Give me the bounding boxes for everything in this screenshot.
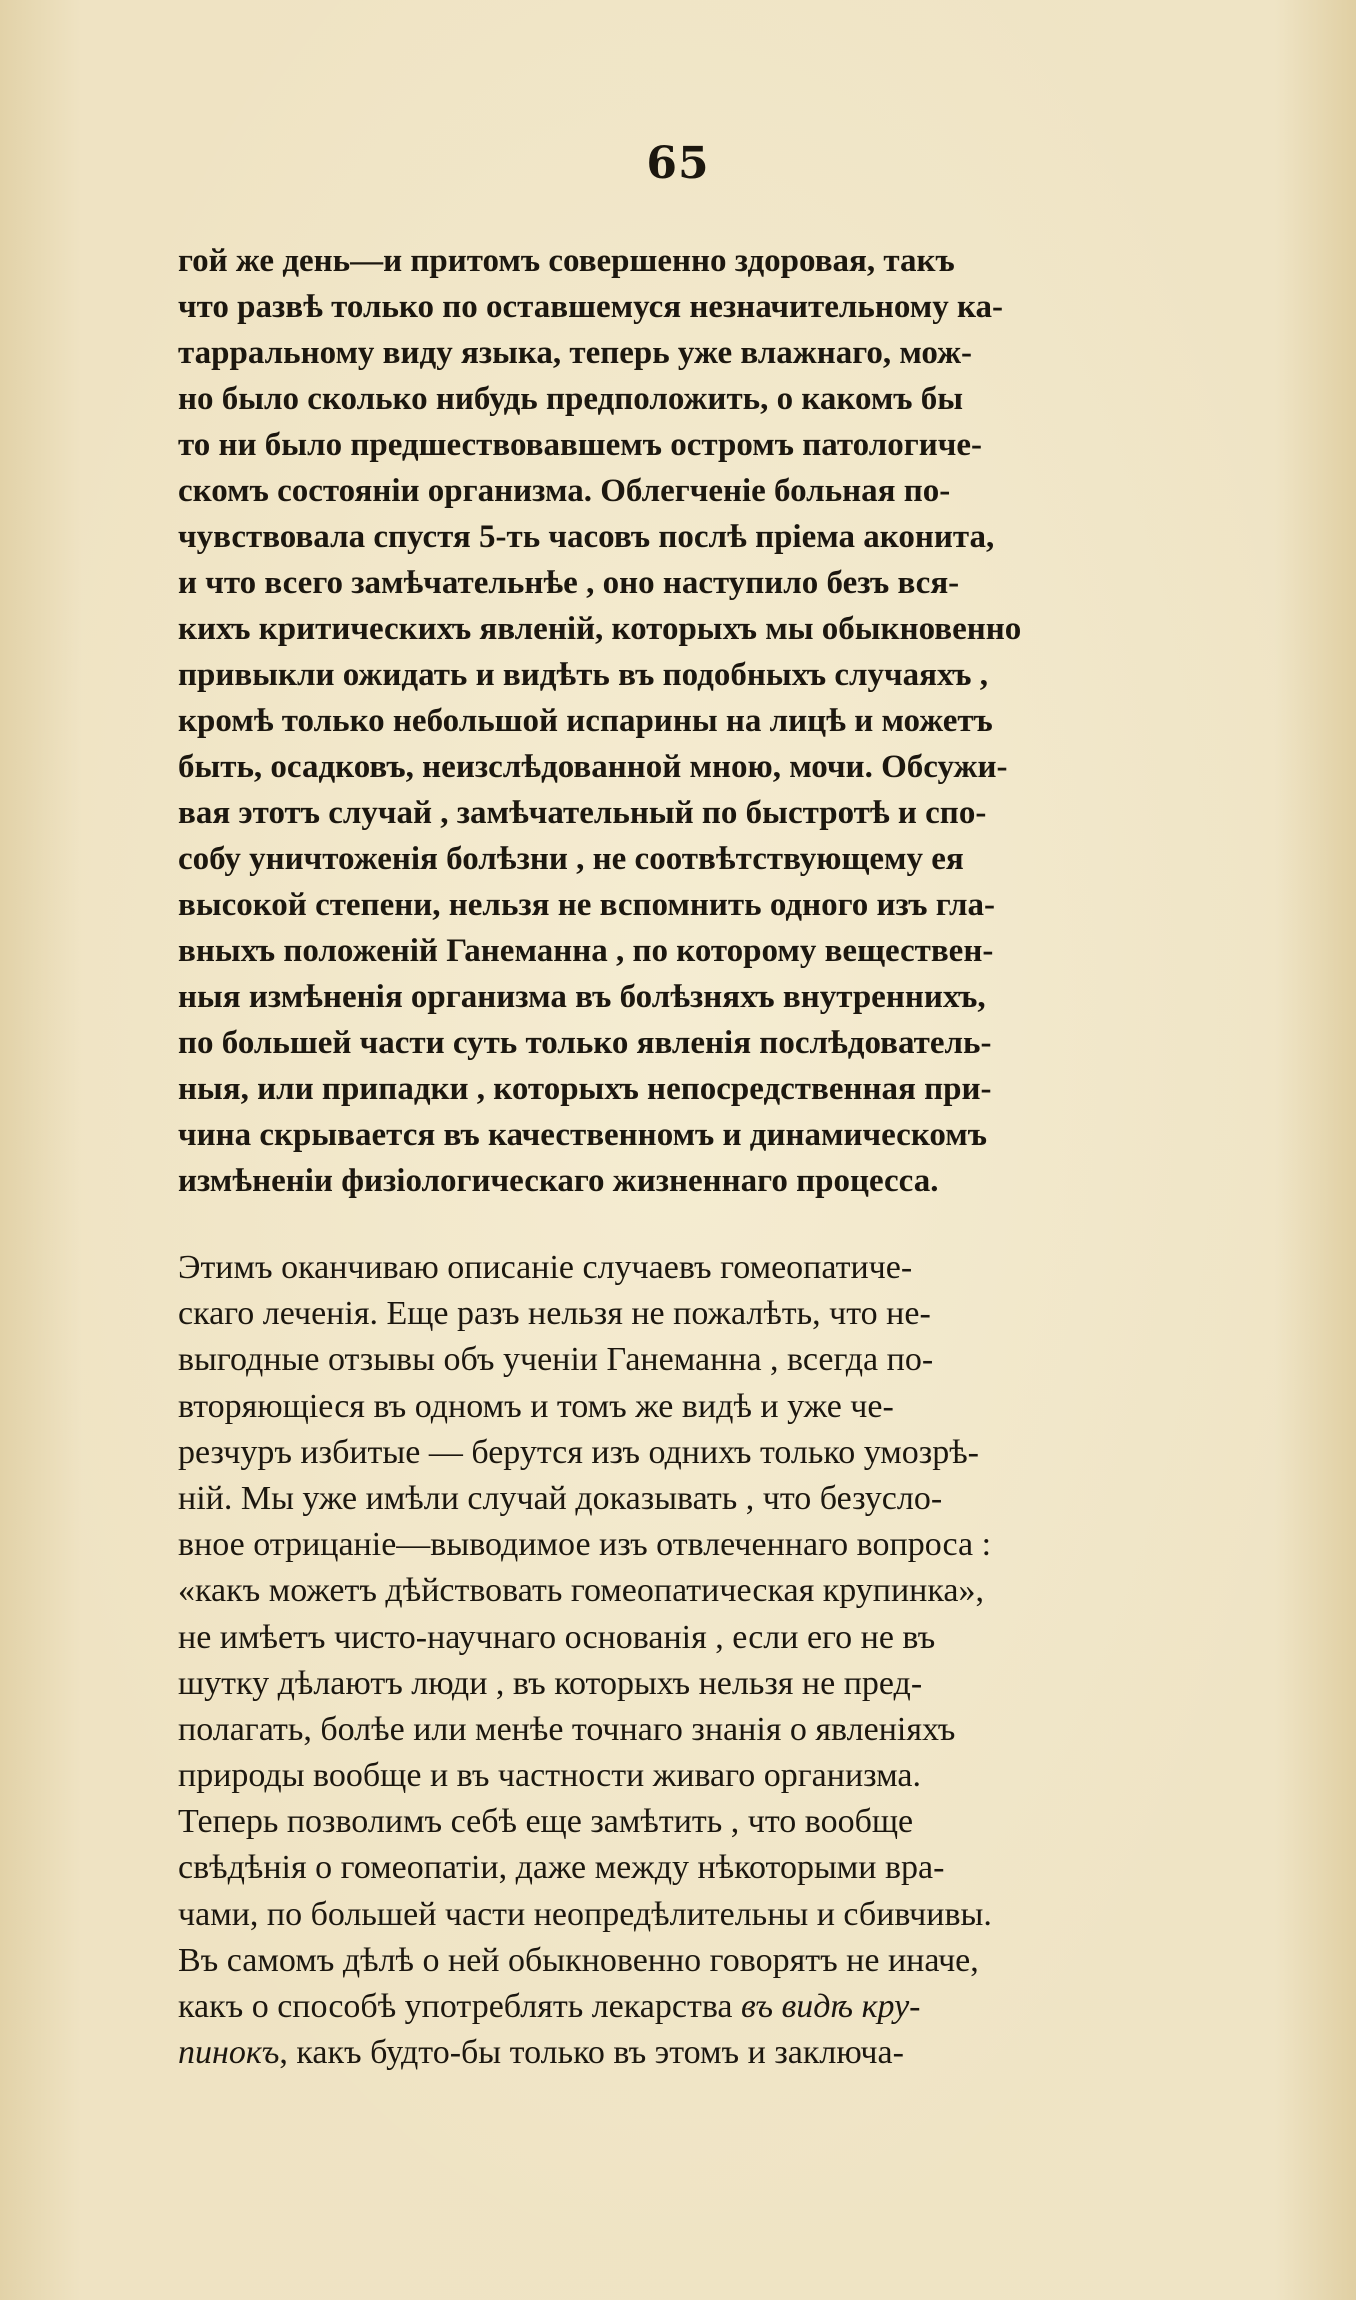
paragraph-homeopathy-remarks bbox=[178, 1245, 1208, 2076]
text-line: не имѣетъ чисто-научнаго основанія , если его не въ bbox=[178, 1618, 936, 1656]
paragraph-case-conclusion bbox=[178, 238, 1208, 1204]
text-line: по большей части суть только явленія послѣдователь- bbox=[178, 1025, 992, 1061]
text-line: тарральному виду языка, теперь уже влажнаго, мож- bbox=[178, 335, 973, 371]
text-line: Теперь позволимъ себѣ еще замѣтить , что вообще bbox=[178, 1803, 914, 1841]
text-line: вторяющіеся въ одномъ и томъ же видѣ и уже че- bbox=[178, 1387, 894, 1425]
text-line: ній. Мы уже имѣли случай доказывать , что безусло- bbox=[178, 1479, 943, 1517]
text-line: но было сколько нибудь предположить, о какомъ бы bbox=[178, 381, 964, 417]
page-number: 65 bbox=[646, 138, 710, 189]
text-line: вая этотъ случай , замѣчательный по быстротѣ и спо- bbox=[178, 795, 987, 831]
text-line: Этимъ оканчиваю описаніе случаевъ гомеопатиче- bbox=[178, 1249, 913, 1286]
text-line: измѣненіи физіологическаго жизненнаго процесса. bbox=[178, 1163, 939, 1199]
text-line: привыкли ожидать и видѣть въ подобныхъ случаяхъ , bbox=[178, 657, 988, 693]
text-line: гой же день—и притомъ совершенно здоровая, такъ bbox=[178, 243, 955, 279]
text-line: скомъ состояніи организма. Облегченіе больная по- bbox=[178, 473, 951, 509]
text-line: то ни было предшествовавшемъ остромъ патологиче- bbox=[178, 427, 982, 463]
italic-phrase: пинокъ bbox=[178, 2034, 280, 2072]
text-line: скаго леченія. Еще разъ нельзя не пожалѣть, что не- bbox=[178, 1295, 931, 1333]
text-segment: какъ о способѣ употреблять лекарства bbox=[178, 1988, 733, 2025]
text-line: чина скрывается въ качественномъ и динамическомъ bbox=[178, 1117, 987, 1153]
text-line: кромѣ только небольшой испарины на лицѣ и можетъ bbox=[178, 703, 993, 739]
text-line: чами, по большей части неопредѣлительны и сбивчивы. bbox=[178, 1895, 992, 1933]
text-line: полагать, болѣе или менѣе точнаго знанія о явленіяхъ bbox=[178, 1710, 956, 1748]
text-line: вныхъ положеній Ганеманна , по которому веществен- bbox=[178, 933, 994, 969]
text-line-mixed bbox=[178, 2030, 1208, 2076]
text-line: кихъ критическихъ явленій, которыхъ мы обыкновенно bbox=[178, 611, 1022, 647]
text-line-mixed bbox=[178, 1984, 1208, 2030]
text-line: и что всего замѣчательнѣе , оно наступило безъ вся- bbox=[178, 565, 960, 601]
text-line: ныя, или припадки , которыхъ непосредственная при- bbox=[178, 1071, 992, 1107]
text-line: природы вообще и въ частности живаго организма. bbox=[178, 1757, 921, 1795]
text-line: высокой степени, нельзя не вспомнить одного изъ гла- bbox=[178, 887, 996, 923]
text-line: быть, осадковъ, неизслѣдованной мною, мочи. Обсужи- bbox=[178, 749, 1008, 785]
text-line: выгодные отзывы объ ученіи Ганеманна , всегда по- bbox=[178, 1341, 934, 1379]
text-segment: , какъ будто-бы только въ этомъ и заключа- bbox=[279, 2034, 904, 2072]
text-line: собу уничтоженія болѣзни , не соотвѣтствующему ея bbox=[178, 841, 964, 877]
text-line: вное отрицаніе—выводимое изъ отвлеченнаго вопроса : bbox=[178, 1526, 992, 1564]
italic-phrase: въ видѣ кру- bbox=[741, 1988, 921, 2025]
text-line: чувствовала спустя 5-ть часовъ послѣ пріема аконита, bbox=[178, 519, 995, 555]
text-line: что развѣ только по оставшемуся незначительному ка- bbox=[178, 289, 1003, 325]
text-line: «какъ можетъ дѣйствовать гомеопатическая крупинка», bbox=[178, 1572, 984, 1610]
text-line: ныя измѣненія организма въ болѣзняхъ внутреннихъ, bbox=[178, 979, 986, 1015]
text-line: Въ самомъ дѣлѣ о ней обыкновенно говорятъ не иначе, bbox=[178, 1941, 979, 1979]
text-line: резчуръ избитые — берутся изъ однихъ только умозрѣ- bbox=[178, 1433, 979, 1471]
text-line: шутку дѣлаютъ люди , въ которыхъ нельзя не пред- bbox=[178, 1664, 923, 1702]
text-line: свѣдѣнія о гомеопатіи, даже между нѣкоторыми вра- bbox=[178, 1849, 945, 1887]
